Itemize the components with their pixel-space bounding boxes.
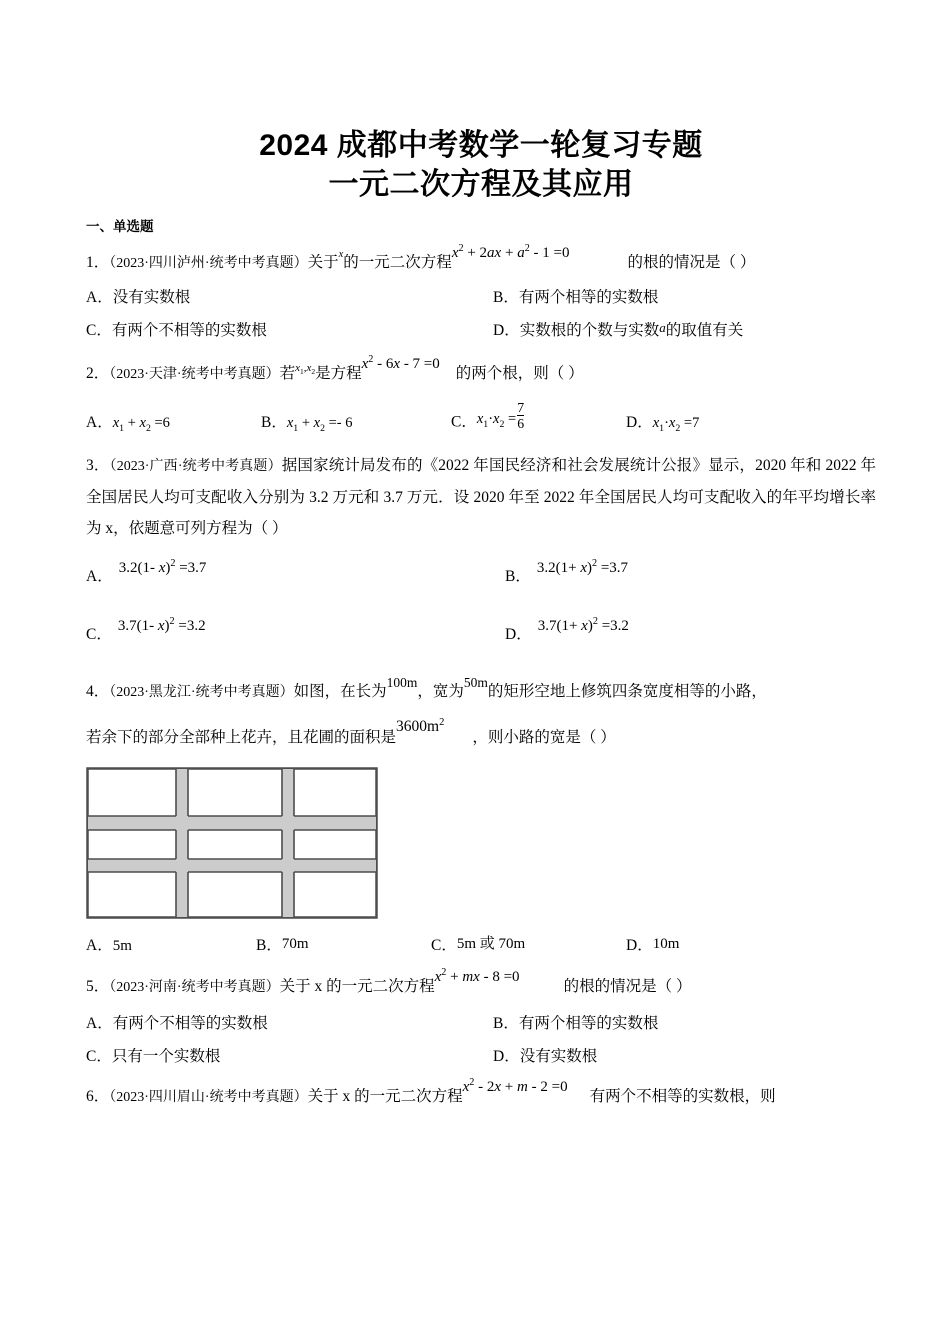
- vertical-path-2: [282, 769, 294, 917]
- question-2-stem: [86, 354, 876, 391]
- question-3-option-a[interactable]: A． 3.2(1- x)$^2$ =3.7: [86, 548, 481, 606]
- question-5-source: （2023·河南·统考中考真题）: [109, 979, 280, 995]
- question-3-number: 3．: [86, 456, 110, 474]
- question-2-option-b[interactable]: B．$x_1 + x_2 =- 6$: [261, 413, 353, 434]
- question-2-option-c[interactable]: C．$x_1\cdot x_2$ = $\frac{7}{6}$: [451, 400, 525, 432]
- question-4-source: （2023·黑龙江·统考中考真题）: [109, 684, 294, 700]
- question-3-stem: [86, 450, 876, 544]
- question-5-equation: $x^2$ + mx - 8 =0: [434, 966, 520, 985]
- question-2-source: （2023·天津·统考中考真题）: [109, 367, 280, 382]
- question-3-option-d-expr: $3.7(1+ x)^2 =3.2$: [537, 615, 629, 634]
- section-heading: 一、单选题: [86, 219, 154, 234]
- question-5-option-c[interactable]: C．只有一个实数根: [86, 1047, 221, 1065]
- page-content: [86, 0, 876, 1113]
- question-6: [86, 1076, 876, 1113]
- question-2: [86, 354, 876, 438]
- rectangle-with-four-paths-diagram: [86, 767, 378, 919]
- question-1-stem-mid: 的一元二次方程: [343, 254, 452, 271]
- horizontal-path-1: [88, 816, 376, 830]
- question-1-option-a[interactable]: A．没有实数根: [86, 289, 191, 306]
- question-1-stem: [86, 243, 876, 279]
- question-4-stem-c: 的矩形空地上修筑四条宽度相等的小路，: [487, 682, 767, 700]
- question-1-options: [86, 281, 876, 347]
- question-4-stem-line-2: [86, 716, 876, 753]
- question-4-length: 100m: [386, 674, 418, 690]
- question-5-options: [86, 1007, 876, 1073]
- question-4-option-d[interactable]: D．10m: [626, 935, 680, 954]
- question-1-option-d[interactable]: D．实数根的个数与实数a的取值有关: [493, 320, 744, 339]
- question-5-stem-after: 的根的情况是（ ）: [563, 977, 692, 995]
- title-line-2: 一元二次方程及其应用: [328, 168, 634, 201]
- question-6-equation: $x^2 - 2x + m - 2 =0$: [462, 1076, 568, 1095]
- question-3-option-b[interactable]: B． $3.2(1+ x)^2 =3.7$: [481, 548, 876, 606]
- question-2-option-b-expr: $x_1 + x_2 =- 6$: [286, 414, 353, 434]
- horizontal-path-2: [88, 859, 376, 872]
- question-2-stem-before: 若: [279, 365, 296, 382]
- question-4-number: 4．: [86, 682, 110, 700]
- question-1: [86, 243, 876, 347]
- question-1-option-d-text: 实数根的个数与实数a的取值有关: [519, 320, 744, 339]
- question-3-option-a-expr: 3.2(1- x)$^2$ =3.7: [118, 557, 207, 576]
- question-1-stem-after: 的根的情况是（ ）: [627, 254, 756, 271]
- question-2-stem-mid: 是方程: [315, 365, 362, 382]
- question-5: [86, 966, 876, 1073]
- question-3-options: [86, 548, 876, 664]
- question-4-stem-c2: 若余下的部分全部种上花卉，且花圃的面积是: [86, 728, 397, 746]
- question-3-option-d[interactable]: D． $3.7(1+ x)^2 =3.2$: [481, 606, 876, 664]
- document-title: [86, 0, 876, 204]
- question-6-stem-after: 有两个不相等的实数根，则: [589, 1087, 776, 1105]
- question-5-number: 5．: [86, 977, 110, 995]
- question-4-figure: [86, 767, 876, 925]
- question-4-width: 50m: [463, 674, 488, 690]
- question-2-option-c-expr: $x_1\cdot x_2$ = $\frac{7}{6}$: [476, 400, 525, 432]
- question-5-stem: [86, 966, 876, 1003]
- question-3-option-c[interactable]: C． 3.7(1- x)$^2$ =3.2: [86, 606, 481, 664]
- question-6-stem: [86, 1076, 876, 1113]
- question-4-area: $3600m^2$: [396, 716, 445, 735]
- question-1-variable: x: [338, 248, 344, 260]
- question-6-number: 6．: [86, 1087, 110, 1105]
- question-4-stem-line-1: [86, 676, 876, 708]
- question-1-option-c[interactable]: C．有两个不相等的实数根: [86, 322, 267, 339]
- question-4-stem-d: ，则小路的宽是（ ）: [472, 728, 616, 746]
- question-2-roots: x1,x2: [295, 362, 316, 377]
- question-2-options: [86, 400, 876, 438]
- question-2-equation: $x^2 - 6x - 7 =0$: [361, 354, 440, 372]
- question-1-stem-before: 关于: [307, 254, 339, 271]
- question-3-option-c-expr: 3.7(1- x)$^2$ =3.2: [117, 615, 206, 634]
- question-4-option-c[interactable]: C．5m 或 70m: [431, 935, 526, 954]
- question-5-option-b[interactable]: B．有两个相等的实数根: [493, 1014, 659, 1032]
- question-4-options: [86, 931, 876, 961]
- question-4-stem-b: ，宽为: [417, 682, 464, 700]
- question-2-option-a-expr: $x_1 + x_2 =6$: [112, 414, 170, 434]
- question-4: [86, 676, 876, 961]
- question-1-equation: $x^2 + 2ax + a^2 - 1 =0$: [451, 243, 570, 261]
- question-2-number: 2．: [86, 365, 110, 382]
- question-1-option-b[interactable]: B．有两个相等的实数根: [493, 289, 659, 306]
- question-2-option-d-expr: $x_1\cdot x_2 =7$: [652, 414, 700, 434]
- question-2-option-a[interactable]: A．$x_1 + x_2 =6$: [86, 413, 170, 434]
- question-2-stem-after: 的两个根，则（ ）: [455, 365, 584, 382]
- question-4-stem-a: 如图，在长为: [293, 682, 387, 700]
- title-line-1: 2024 成都中考数学一轮复习专题: [259, 129, 703, 162]
- question-3-source: （2023·广西·统考中考真题）: [109, 458, 282, 474]
- question-5-stem-before: 关于 x 的一元二次方程: [279, 977, 435, 995]
- question-3-stem-text: 据国家统计局发布的《2022 年国民经济和社会发展统计公报》显示，2020 年和 2022 年全国居民人均可支配收入分别为 3.2 万元和 3.7 万元．设 2020 年至 2022 年全国居民人均可支配收入的年平均增长率为 x，依题意可列方程为（ ）: [86, 456, 876, 537]
- question-2-option-d[interactable]: D．$x_1\cdot x_2 =7$: [626, 413, 700, 434]
- question-5-option-d[interactable]: D．没有实数根: [493, 1047, 598, 1065]
- vertical-path-1: [176, 769, 188, 917]
- question-3: [86, 450, 876, 664]
- question-5-option-a[interactable]: A．有两个不相等的实数根: [86, 1014, 268, 1032]
- question-3-option-b-expr: $3.2(1+ x)^2 =3.7$: [536, 557, 629, 576]
- question-4-option-b[interactable]: B．70m: [256, 935, 309, 954]
- question-4-option-a[interactable]: A．5m: [86, 936, 132, 954]
- question-1-source: （2023·四川泸州·统考中考真题）: [109, 256, 308, 271]
- question-6-source: （2023·四川眉山·统考中考真题）: [109, 1089, 308, 1105]
- question-1-number: 1．: [86, 254, 110, 271]
- question-6-stem-before: 关于 x 的一元二次方程: [307, 1087, 463, 1105]
